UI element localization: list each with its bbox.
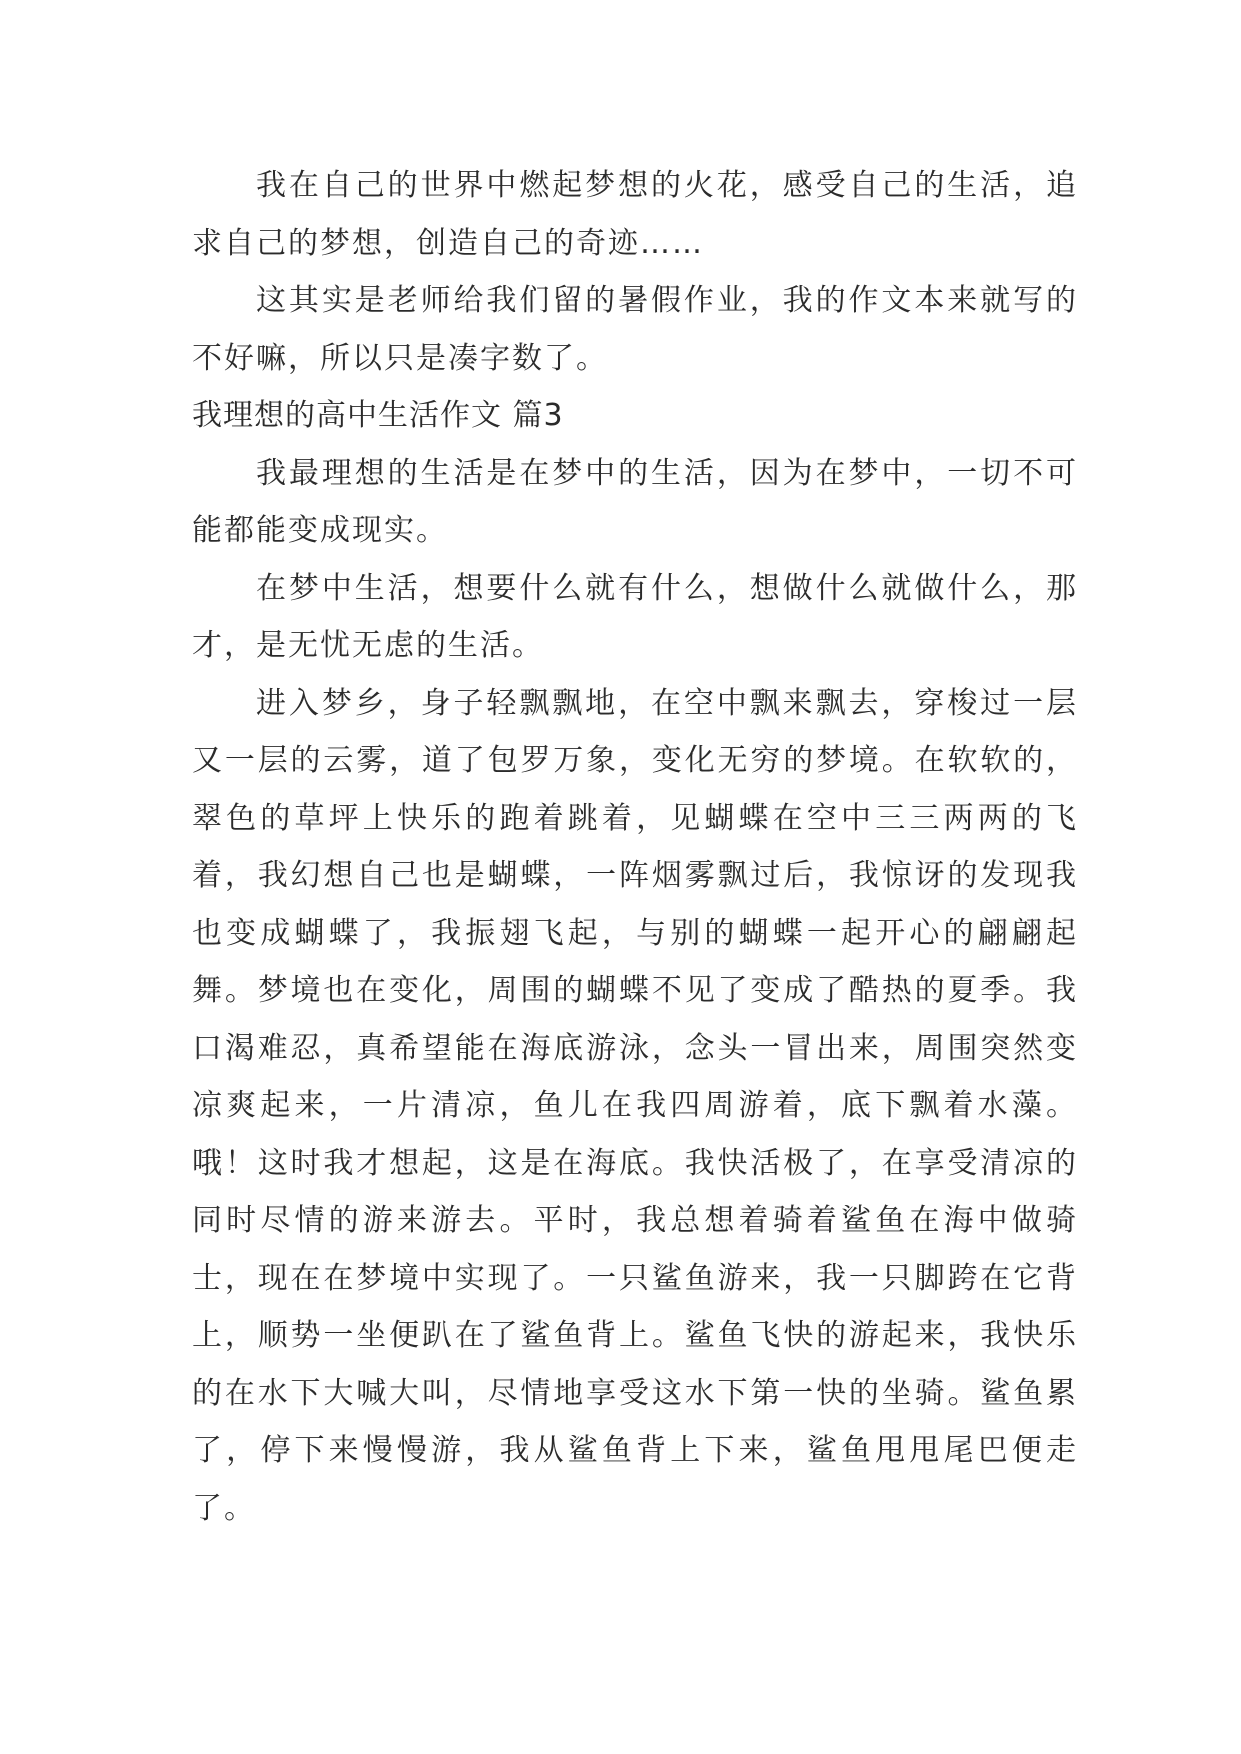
paragraph: 我最理想的生活是在梦中的生活，因为在梦中，一切不可能都能变成现实。 [192,455,1078,548]
paragraph: 进入梦乡，身子轻飘飘地，在空中飘来飘去，穿梭过一层又一层的云雾，道了包罗万象，变化无穷的梦境。在软软的，翠色的草坪上快乐的跑着跳着，见蝴蝶在空中三三两两的飞着，我幻想自己也是蝴蝶，一阵烟雾飘过后，我惊讶的发现我也变成蝴蝶了，我振翅飞起，与别的蝴蝶一起开心的翩翩起舞。梦境也在变化，周围的蝴蝶不见了变成了酷热的夏季。我口渴难忍，真希望能在海底游泳，念头一冒出来，周围突然变凉爽起来，一片清凉，鱼儿在我四周游着，底下飘着水藻。哦！这时我才想起，这是在海底。我快活极了，在享受清凉的同时尽情的游来游去。平时，我总想着骑着鲨鱼在海中做骑士，现在在梦境中实现了。一只鲨鱼游来，我一只脚跨在它背上，顺势一坐便趴在了鲨鱼背上。鲨鱼飞快的游起来，我快乐的在水下大喊大叫，尽情地享受这水下第一快的坐骑。鲨鱼累了，停下来慢慢游，我从鲨鱼背上下来，鲨鱼甩甩尾巴便走了。 [192,685,1078,1526]
paragraph: 在梦中生活，想要什么就有什么，想做什么就做什么，那才，是无忧无虑的生活。 [192,570,1078,663]
document-body [192,157,1078,1537]
paragraph: 我在自己的世界中燃起梦想的火花，感受自己的生活，追求自己的梦想，创造自己的奇迹…… [192,168,1078,261]
paragraph: 这其实是老师给我们留的暑假作业，我的作文本来就写的不好嘛，所以只是凑字数了。 [192,283,1078,376]
section-heading: 我理想的高中生活作文 篇3 [192,398,564,433]
